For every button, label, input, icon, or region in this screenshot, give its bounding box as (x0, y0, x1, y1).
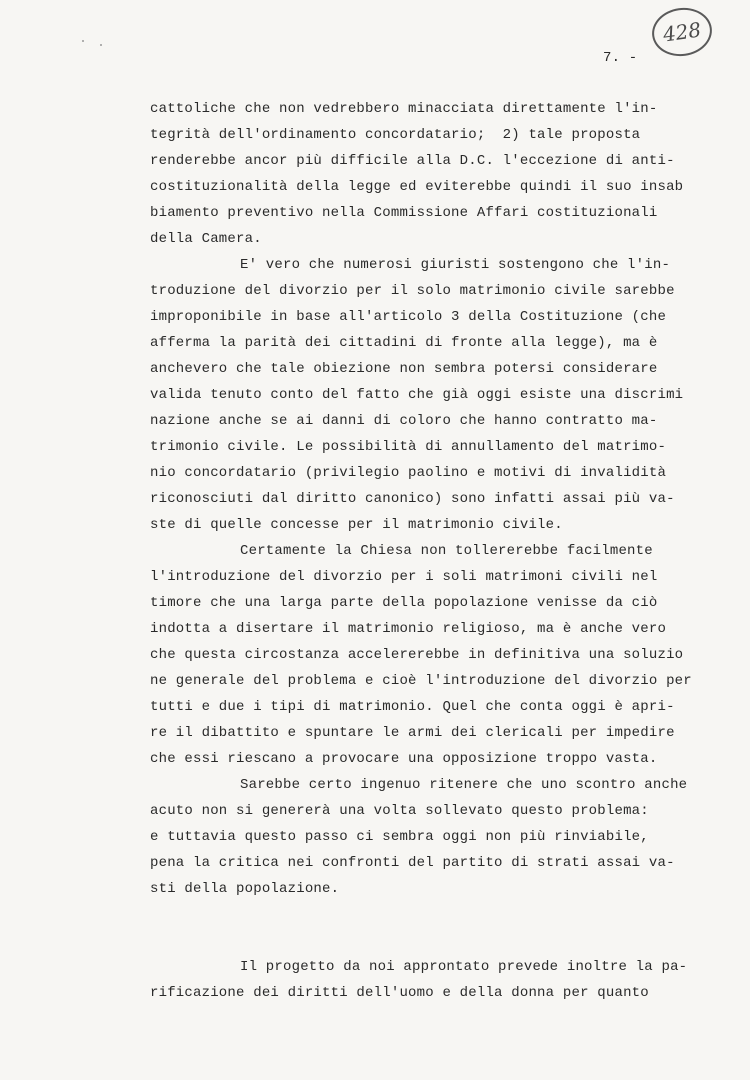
text-line: pena la critica nei confronti del partito di strati assai va- (150, 855, 675, 871)
text-line: biamento preventivo nella Commissione Affari costituzionali (150, 205, 658, 221)
text-line: cattoliche che non vedrebbero minacciata direttamente l'in- (150, 101, 658, 117)
text-line: Certamente la Chiesa non tollererebbe facilmente (240, 543, 653, 559)
text-line: l'introduzione del divorzio per i soli matrimoni civili nel (150, 569, 658, 585)
text-line: nio concordatario (privilegio paolino e motivi di invalidità (150, 465, 667, 481)
text-line: Il progetto da noi approntato prevede inoltre la pa- (240, 959, 688, 975)
text-line: rificazione dei diritti dell'uomo e della donna per quanto (150, 985, 649, 1001)
text-line: nazione anche se ai danni di coloro che hanno contratto ma- (150, 413, 658, 429)
text-line: indotta a disertare il matrimonio religioso, ma è anche vero (150, 621, 667, 637)
paragraph (150, 96, 720, 252)
text-line: che questa circostanza accelererebbe in definitiva una soluzio (150, 647, 684, 663)
text-line: timore che una larga parte della popolazione venisse da ciò (150, 595, 658, 611)
paragraph (150, 772, 720, 902)
text-line: anchevero che tale obiezione non sembra potersi considerare (150, 361, 658, 377)
text-line: improponibile in base all'articolo 3 della Costituzione (che (150, 309, 667, 325)
paragraph-spacer (150, 902, 720, 954)
text-line: costituzionalità della legge ed eviterebbe quindi il suo insab (150, 179, 684, 195)
text-line: Sarebbe certo ingenuo ritenere che uno scontro anche (240, 777, 688, 793)
document-body (150, 96, 720, 1006)
text-line: e tuttavia questo passo ci sembra oggi non più rinviabile, (150, 829, 649, 845)
scan-speck (100, 44, 102, 46)
text-line: ne generale del problema e cioè l'introduzione del divorzio per (150, 673, 692, 689)
paragraph (150, 538, 720, 772)
text-line: renderebbe ancor più difficile alla D.C. l'eccezione di anti- (150, 153, 675, 169)
text-line: tegrità dell'ordinamento concordatario; 2) tale proposta (150, 127, 641, 143)
text-line: acuto non si genererà una volta sollevato questo problema: (150, 803, 649, 819)
text-line: sti della popolazione. (150, 881, 340, 897)
paragraph (150, 252, 720, 538)
text-line: della Camera. (150, 231, 262, 247)
text-line: E' vero che numerosi giuristi sostengono che l'in- (240, 257, 671, 273)
text-line: tutti e due i tipi di matrimonio. Quel che conta oggi è apri- (150, 699, 675, 715)
scan-speck (82, 40, 84, 42)
text-line: troduzione del divorzio per il solo matrimonio civile sarebbe (150, 283, 675, 299)
text-line: ste di quelle concesse per il matrimonio civile. (150, 517, 563, 533)
text-line: trimonio civile. Le possibilità di annullamento del matrimo- (150, 439, 667, 455)
text-line: afferma la parità dei cittadini di fronte alla legge), ma è (150, 335, 658, 351)
archive-stamp (649, 4, 715, 60)
paragraph (150, 954, 720, 1006)
page-number: 7. - (603, 50, 638, 66)
text-line: riconosciuti dal diritto canonico) sono infatti assai più va- (150, 491, 675, 507)
text-line: re il dibattito e spuntare le armi dei clericali per impedire (150, 725, 675, 741)
text-line: che essi riescano a provocare una opposizione troppo vasta. (150, 751, 658, 767)
archive-stamp-number: 428 (661, 17, 703, 47)
text-line: valida tenuto conto del fatto che già oggi esiste una discrimi (150, 387, 684, 403)
